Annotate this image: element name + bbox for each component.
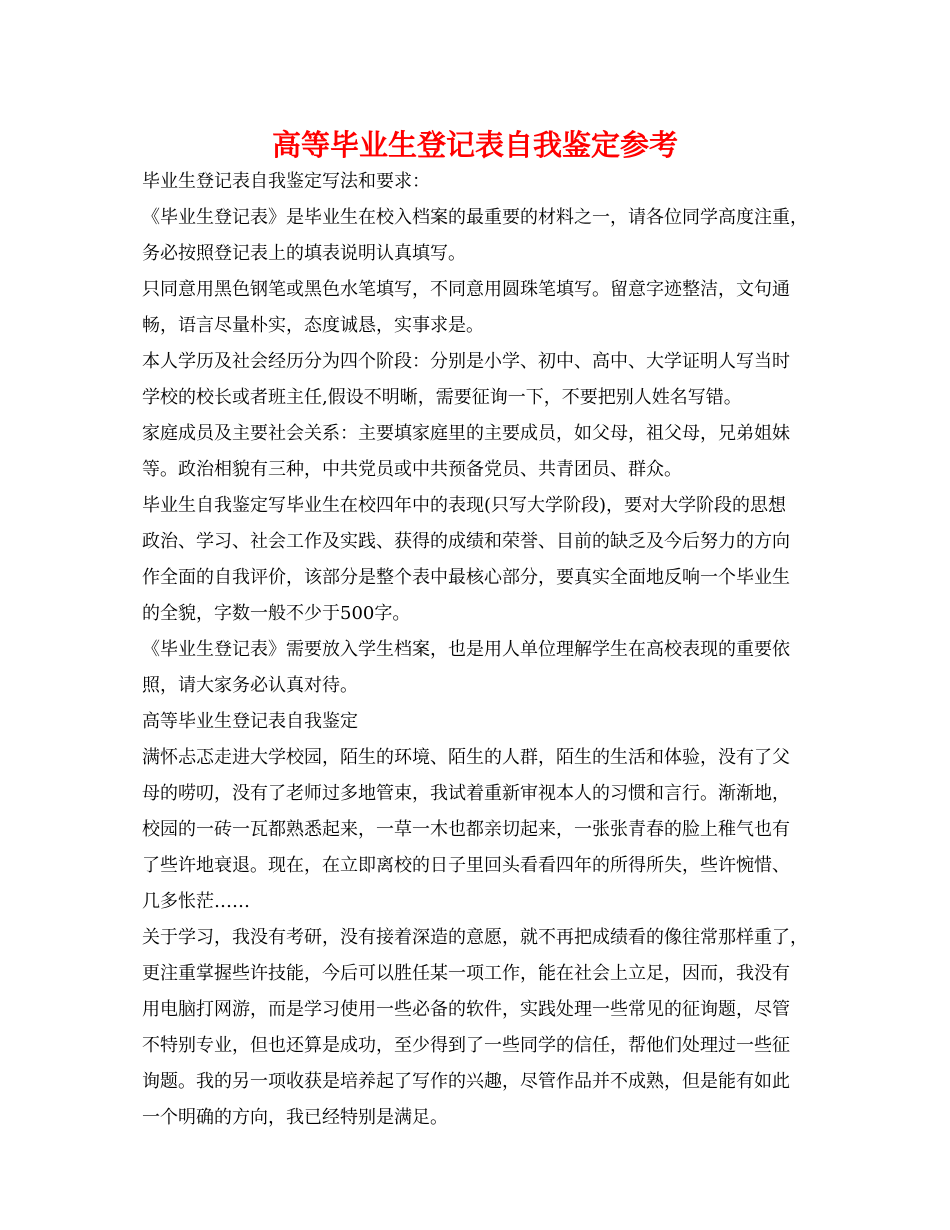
text-line: 毕业生登记表自我鉴定写法和要求： (142, 171, 430, 192)
text-line: 满怀忐忑走进大学校园，陌生的环境、陌生的人群，陌生的生活和体验，没有了父 (142, 747, 790, 768)
text-line: 母的唠叨，没有了老师过多地管束，我试着重新审视本人的习惯和言行。渐渐地， (142, 783, 790, 804)
text-line: 《毕业生登记表》需要放入学生档案，也是用人单位理解学生在高校表现的重要依 (142, 639, 790, 660)
text-line: 不特别专业，但也还算是成功，至少得到了一些同学的信任，帮他们处理过一些征 (142, 1035, 790, 1056)
text-line: 更注重掌握些许技能，今后可以胜任某一项工作，能在社会上立足，因而，我没有 (142, 963, 790, 984)
text-line: 高等毕业生登记表自我鉴定 (142, 711, 358, 732)
text-line: 学校的校长或者班主任,假设不明晰，需要征询一下，不要把别人姓名写错。 (142, 387, 742, 408)
text-line: 只同意用黑色钢笔或黑色水笔填写，不同意用圆珠笔填写。留意字迹整洁，文句通 (142, 279, 790, 300)
text-line: 一个明确的方向，我已经特别是满足。 (142, 1107, 448, 1128)
text-line: 照，请大家务必认真对待。 (142, 675, 358, 696)
text-line: 几多怅茫…… (142, 891, 250, 912)
text-line: 《毕业生登记表》是毕业生在校入档案的最重要的材料之一，请各位同学高度注重， (142, 207, 808, 228)
document-body (142, 164, 822, 1136)
text-line: 家庭成员及主要社会关系：主要填家庭里的主要成员，如父母，祖父母，兄弟姐妹 (142, 423, 790, 444)
text-line: 用电脑打网游，而是学习使用一些必备的软件，实践处理一些常见的征询题，尽管 (142, 999, 790, 1020)
document-title: 高等毕业生登记表自我鉴定参考 (271, 128, 678, 162)
text-line: 询题。我的另一项收获是培养起了写作的兴趣，尽管作品并不成熟，但是能有如此 (142, 1071, 790, 1092)
text-line: 作全面的自我评价，该部分是整个表中最核心部分，要真实全面地反响一个毕业生 (142, 567, 790, 588)
text-line: 的全貌，字数一般不少于500字。 (142, 603, 411, 624)
text-line: 关于学习，我没有考研，没有接着深造的意愿，就不再把成绩看的像往常那样重了， (142, 927, 808, 948)
text-line: 了些许地衰退。现在，在立即离校的日子里回头看看四年的所得所失，些许惋惜、 (142, 855, 790, 876)
text-line: 校园的一砖一瓦都熟悉起来，一草一木也都亲切起来，一张张青春的脸上稚气也有 (142, 819, 790, 840)
text-line: 务必按照登记表上的填表说明认真填写。 (142, 243, 466, 264)
text-line: 等。政治相貌有三种，中共党员或中共预备党员、共青团员、群众。 (142, 459, 682, 480)
text-line: 本人学历及社会经历分为四个阶段：分别是小学、初中、高中、大学证明人写当时 (142, 351, 790, 372)
text-line: 毕业生自我鉴定写毕业生在校四年中的表现(只写大学阶段)，要对大学阶段的思想 (142, 495, 787, 516)
text-line: 畅，语言尽量朴实，态度诚恳，实事求是。 (142, 315, 484, 336)
text-line: 政治、学习、社会工作及实践、获得的成绩和荣誉、目前的缺乏及今后努力的方向 (142, 531, 790, 552)
